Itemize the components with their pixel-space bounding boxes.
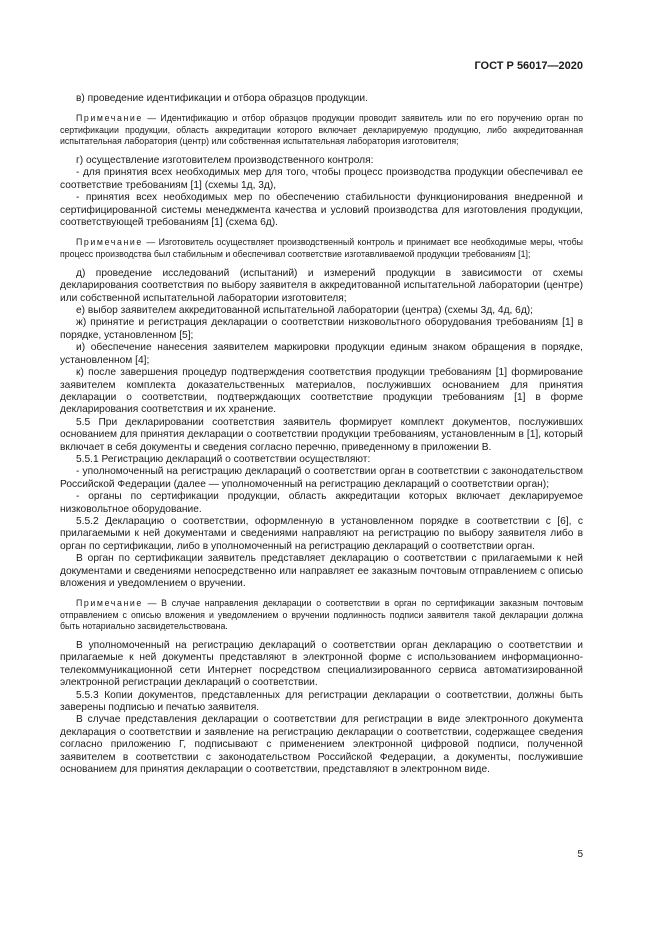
paragraph-g-item-1: - для принятия всех необходимых мер для того, чтобы процесс производства продукции обеспечивал ее соответствие требованиям [1] (схемы 1д, 3д), (60, 167, 583, 191)
section-5-5-1-item-2: - органы по сертификации продукции, область аккредитации которых включает декларируемое низковольтное оборудование. (60, 491, 583, 515)
note-dash: — (142, 113, 161, 124)
document-code: ГОСТ Р 56017—2020 (474, 60, 583, 72)
paragraph-k: к) после завершения процедур подтверждения соответствия продукции требованиям [1] формирование заявителем комплекта доказательственных материалов, послуживших основанием для принятия декларации о соответствии, подтверждающих соответствие продукции требованиям [1] в форме декларирования соответствия и их хранение. (60, 367, 583, 416)
paragraph-v: в) проведение идентификации и отбора образцов продукции. (76, 93, 368, 104)
note-1 (60, 113, 583, 147)
paragraph-electronic-document: В случае представления декларации о соответствии для регистрации в виде электронного документа декларация о соответствии и заявление на регистрацию декларации о соответствии, содержащее сведения согласно приложению Г, подписывают с применением электронной цифровой подписи, полученной заявителем в соответствии с законодательством Российской Федерации, а документы, послужившие основанием для принятия декларации о соответствии, представляют в электронном виде. (60, 714, 583, 776)
note-3 (60, 598, 583, 632)
paragraph-i: и) обеспечение нанесения заявителем маркировки продукции единым знаком обращения в порядке, установленном [4]; (60, 342, 583, 366)
section-5-5: 5.5 При декларировании соответствия заявитель формирует комплект документов, послуживших основанием для принятия декларации о соответствии продукции требованиям, установленным в [1], который включает в себя документы и сведения согласно перечню, приведенному в приложении В. (60, 416, 583, 453)
paragraph-electronic-form: В уполномоченный на регистрацию деклараций о соответствии орган декларацию о соответствии и прилагаемые к ней документы представляют в электронной форме с использованием информационно-телекоммуникационной сети Интернет посредством специализированного сервиса автоматизированной электронной регистрации деклараций о соответствии. (60, 640, 583, 689)
page-header (60, 60, 583, 76)
paragraph-d: д) проведение исследований (испытаний) и измерений продукции в зависимости от схемы декларирования соответствия по выбору заявителя в аккредитованной испытательной лаборатории (центре) или собственной испытательной лаборатории изготовителя; (60, 267, 583, 304)
document-body (60, 93, 583, 777)
note-label: Примечание (76, 113, 143, 124)
page-number: 5 (577, 849, 583, 860)
section-5-5-1: 5.5.1 Регистрацию деклараций о соответствии осуществляют: (76, 453, 371, 465)
note-label: Примечание (76, 237, 143, 248)
note-dash: — (142, 598, 162, 609)
note-dash: — (142, 237, 159, 248)
section-5-5-3: 5.5.3 Копии документов, представленных для регистрации декларации о соответствии, должны быть заверены подписью и печатью заявителя. (60, 689, 583, 714)
note-text: Идентификацию и отбор образцов продукции проводит заявитель или по его поручению орган по сертификации продукции, область аккредитации которого включает декларируемую продукцию, либо аккредитованная испытательная лаборатория (центр) или собственная испытательная лаборатория изготовителя; (60, 113, 584, 146)
note-label: Примечание (76, 598, 143, 609)
note-text: В случае направления декларации о соответствии в орган по сертификации заказным почтовым отправлением с описью вложения и уведомлением о вручении подлинность подписи заявителя такой декларации должна быть нотариально засвидетельствована. (60, 598, 584, 631)
paragraph-g-item-2: - принятия всех необходимых мер по обеспечению стабильности функционирования внедренной и сертифицированной системы менеджмента качества и условий производства для изготовления продукции, соответствующей требованиям [1] (схема 6д). (60, 192, 583, 229)
paragraph-e: е) выбор заявителем аккредитованной испытательной лаборатории (центра) (схемы 3д, 4д, 6д); (76, 305, 534, 317)
section-5-5-1-item-1: - уполномоченный на регистрацию деклараций о соответствии орган в соответствии с законодательством Российской Федерации (далее — уполномоченный на регистрацию деклараций о соответствии орган); (60, 466, 583, 490)
paragraph-zh: ж) принятие и регистрация декларации о соответствии низковольтного оборудования требованиям [1] в порядке, установленном [5]; (60, 317, 583, 341)
section-5-5-2: 5.5.2 Декларацию о соответствии, оформленную в установленном порядке в соответствии с [6], с прилагаемыми к ней документами и сведениями направляют на регистрацию по выбору заявителя либо в орган по сертификации, либо в уполномоченный на регистрацию деклараций о соответствии орган. (60, 515, 583, 552)
paragraph-certification-body: В орган по сертификации заявитель представляет декларацию о соответствии с прилагаемыми к ней документами и сведениями непосредственно или направляет ее заказным почтовым отправлением с описью вложения и уведомлением о вручении. (60, 553, 583, 590)
paragraph-g: г) осуществление изготовителем производственного контроля: (76, 155, 374, 167)
note-2 (60, 237, 583, 259)
note-text: Изготовитель осуществляет производственный контроль и принимает все необходимые меры, чтобы процесс производства был стабильным и обеспечивал соответствие изготавливаемой продукции требованиям [1]; (60, 237, 583, 259)
